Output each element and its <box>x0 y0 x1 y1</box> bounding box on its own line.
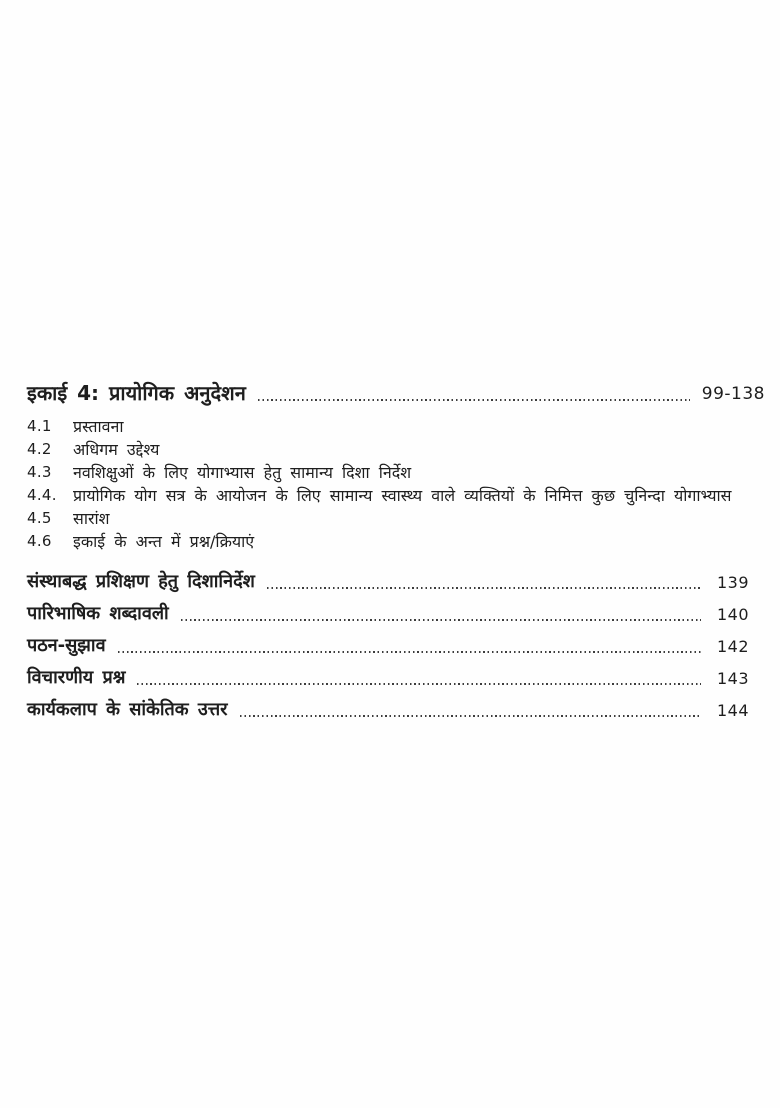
subentry-number: 4.3 <box>27 463 52 481</box>
subentry-title: इकाई के अन्त में प्रश्न/क्रियाएं <box>73 532 255 551</box>
entry-title: संस्थाबद्ध प्रशिक्षण हेतु दिशानिर्देश <box>27 571 255 592</box>
toc-entry-unit-4 <box>27 381 765 406</box>
dotted-leader <box>181 619 701 621</box>
entry-page-number: 140 <box>716 605 749 624</box>
toc-subentry-4-1 <box>27 415 765 438</box>
entry-page-number: 143 <box>716 669 749 688</box>
dotted-leader <box>137 683 701 685</box>
toc-entry-glossary <box>27 602 765 626</box>
toc-entry-activity-answers <box>27 698 765 722</box>
subentry-title: प्रायोगिक योग सत्र के आयोजन के लिए सामान्य स्वास्थ्य वाले व्यक्तियों के निमित्त कुछ चुनिन्दा योगाभ्यास <box>73 486 732 505</box>
entry-title: कार्यकलाप के सांकेतिक उत्तर <box>27 699 228 720</box>
subentry-title: प्रस्तावना <box>73 417 124 436</box>
unit-4-subsections <box>27 415 765 553</box>
toc-entry-guidelines <box>27 570 765 594</box>
unit-4-page-range: 99-138 <box>701 384 765 404</box>
toc-subentry-4-5 <box>27 507 765 530</box>
toc-subentry-4-6 <box>27 530 765 553</box>
entry-page-number: 144 <box>716 701 749 720</box>
subentry-number: 4.4. <box>27 486 57 504</box>
subentry-number: 4.5 <box>27 509 52 527</box>
entry-page-number: 142 <box>716 637 749 656</box>
back-matter-list <box>27 570 765 722</box>
subentry-number: 4.6 <box>27 532 52 550</box>
toc-subentry-4-2 <box>27 438 765 461</box>
toc-subentry-4-3 <box>27 461 765 484</box>
subentry-title: सारांश <box>73 509 110 528</box>
unit-4-title: इकाई 4: प्रायोगिक अनुदेशन <box>27 381 246 405</box>
subentry-title: नवशिक्षुओं के लिए योगाभ्यास हेतु सामान्य दिशा निर्देश <box>73 463 412 482</box>
toc-content <box>27 381 765 730</box>
entry-page-number: 139 <box>716 573 749 592</box>
subentry-number: 4.2 <box>27 440 52 458</box>
dotted-leader <box>240 715 701 717</box>
subentry-number: 4.1 <box>27 417 52 435</box>
entry-title: पारिभाषिक शब्दावली <box>27 603 169 624</box>
dotted-leader <box>267 587 701 589</box>
subentry-title: अधिगम उद्देश्य <box>73 440 160 459</box>
entry-title: पठन-सुझाव <box>27 635 106 656</box>
entry-title: विचारणीय प्रश्न <box>27 667 126 688</box>
toc-entry-reading-suggestions <box>27 634 765 658</box>
dotted-leader <box>258 399 690 401</box>
toc-subentry-4-4 <box>27 484 765 507</box>
toc-entry-questions <box>27 666 765 690</box>
dotted-leader <box>118 651 701 653</box>
